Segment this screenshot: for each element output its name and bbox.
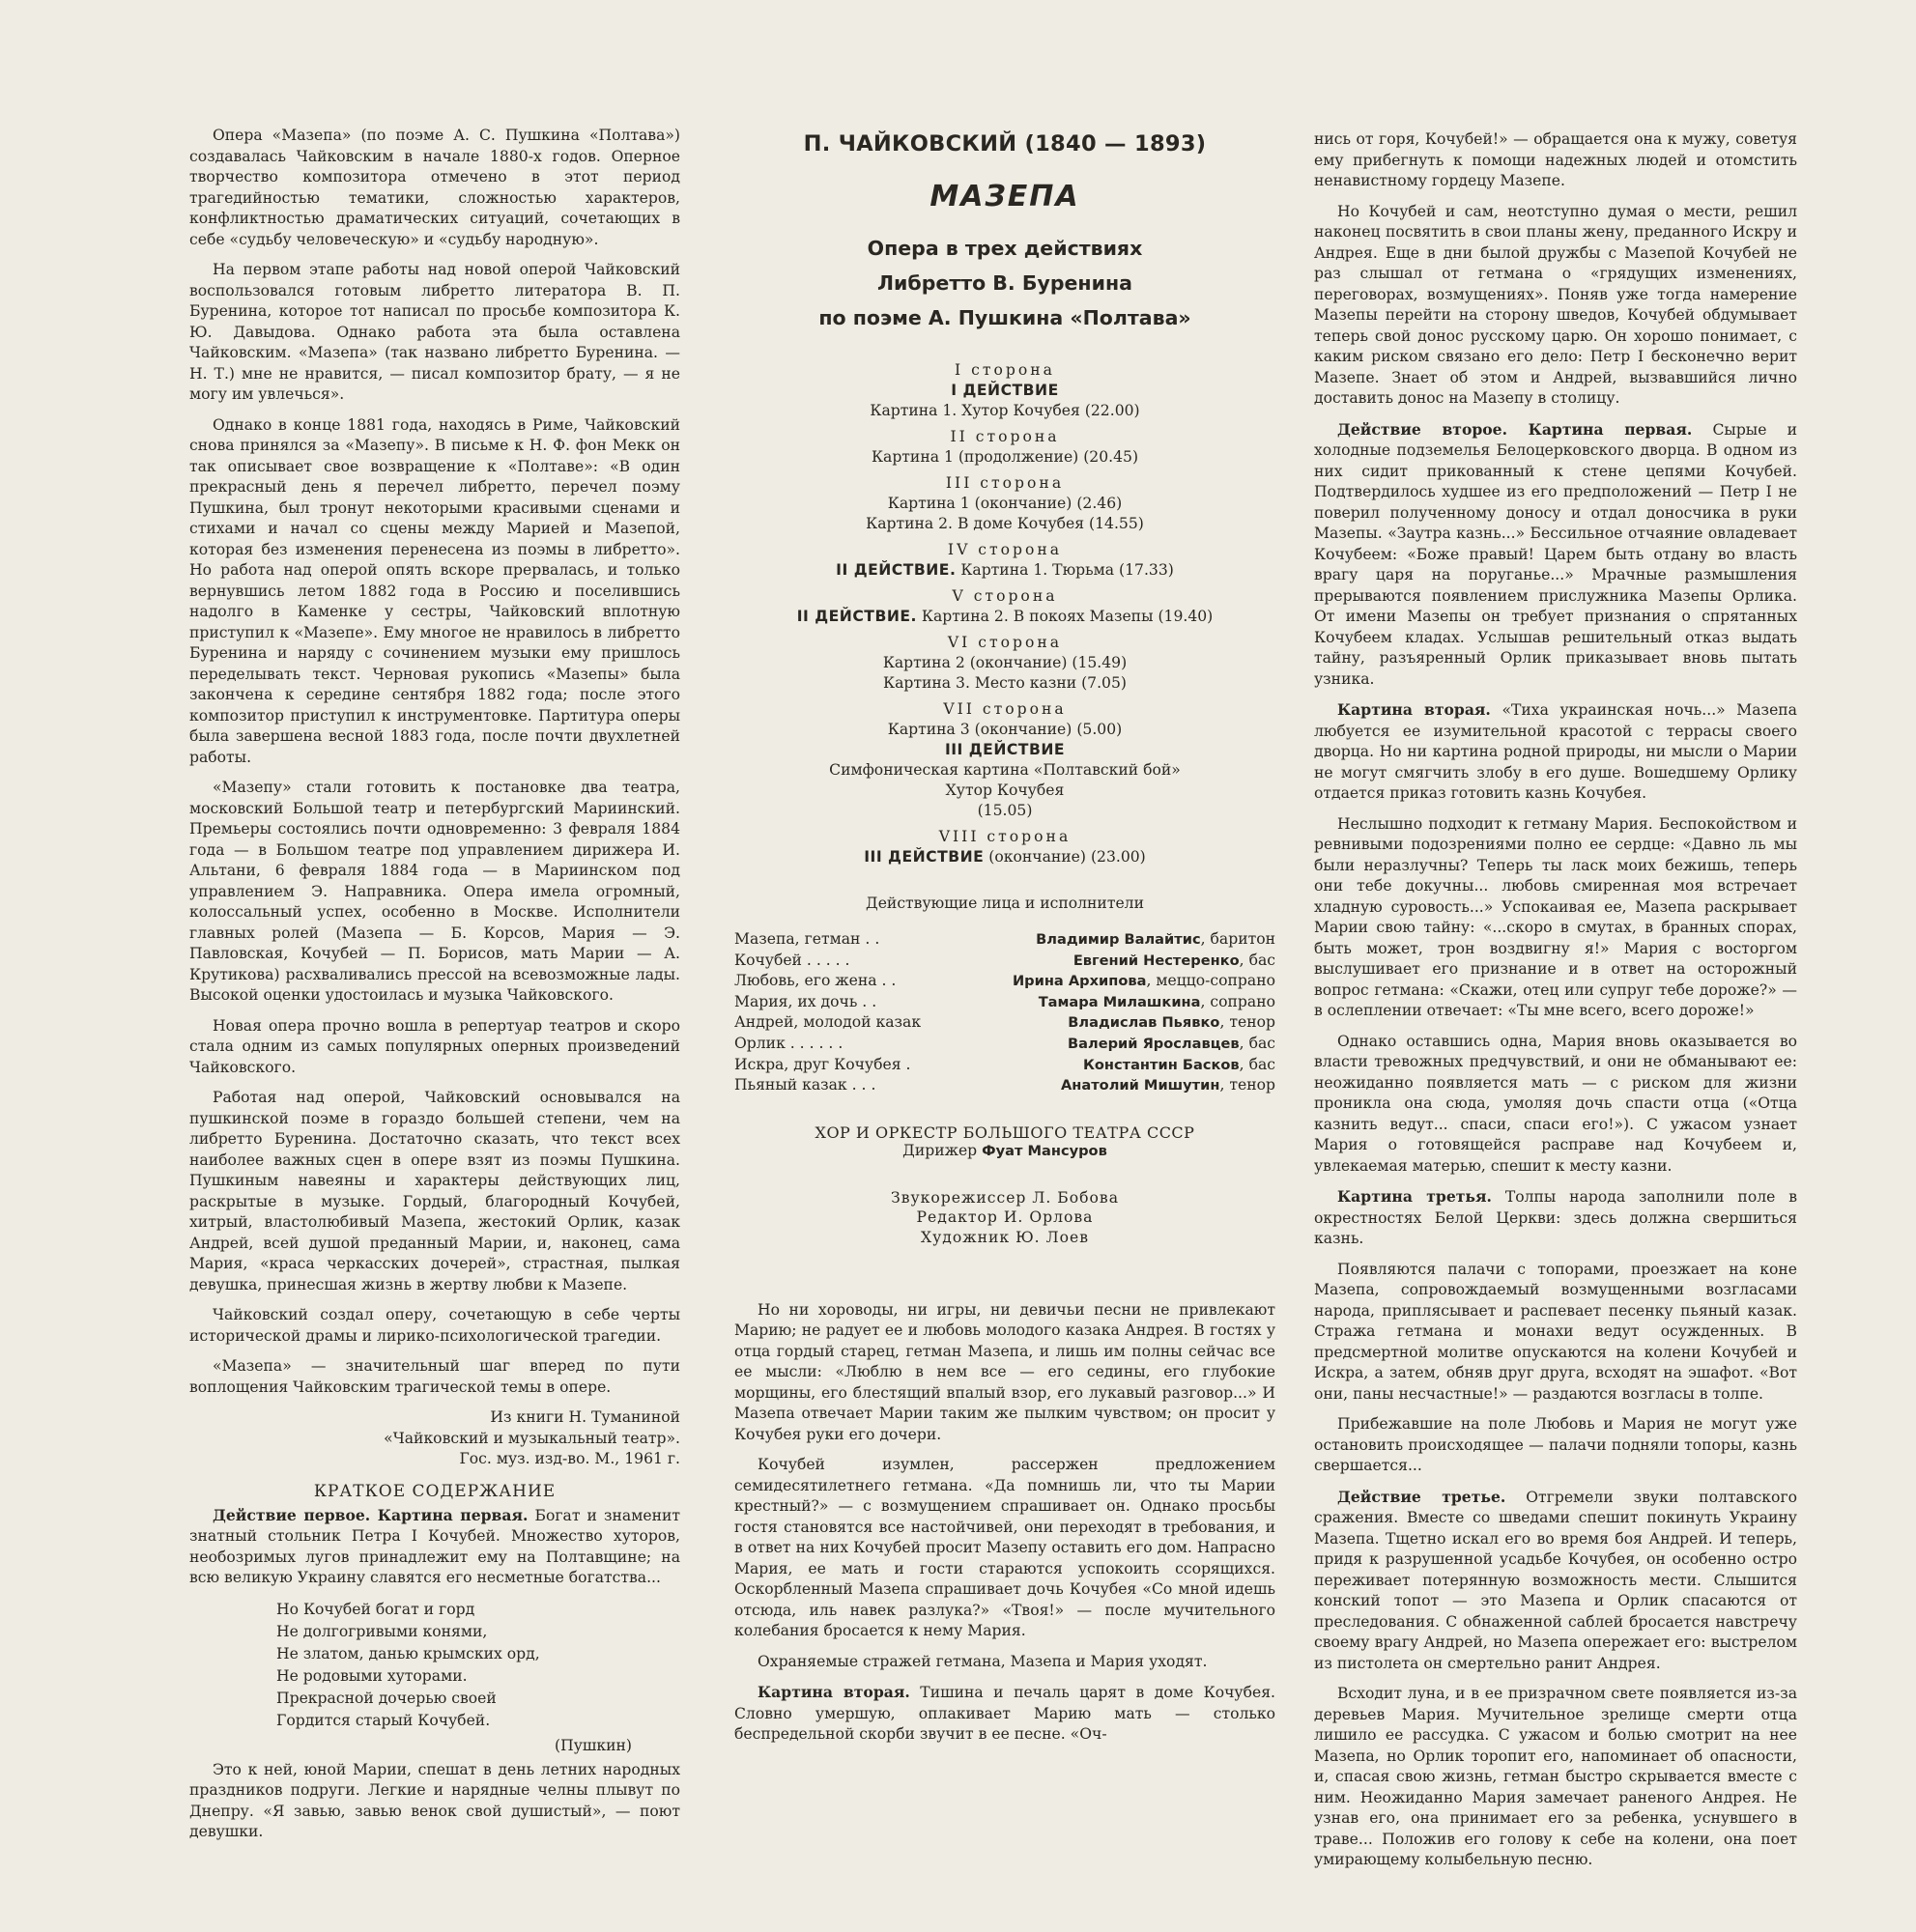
voice-type: , баритон [1200, 930, 1275, 948]
side-label: V сторона [952, 587, 1058, 605]
synopsis-paragraph [734, 1682, 1275, 1746]
cast-row [734, 929, 1275, 951]
intro-paragraph: «Мазепа» — значительный шаг вперед по пути воплощения Чайковским трагической темы в опере. [189, 1357, 680, 1396]
side-label: III сторона [945, 474, 1065, 492]
synopsis-paragraph [1314, 1186, 1797, 1250]
act-label: I ДЕЙСТВИЕ [951, 382, 1059, 399]
poem-line: Прекрасной дочерью своей [276, 1689, 497, 1707]
quote-source [189, 1407, 680, 1470]
performer-name: Ирина Архипова [1012, 973, 1147, 990]
track-line [734, 607, 1275, 627]
opera-subtitle: Опера в трех действиях [867, 237, 1143, 260]
track-text: (окончание) (23.00) [984, 848, 1146, 866]
track-line: Картина 1. Хутор Кочубея (22.00) [870, 402, 1140, 419]
cast-performer [976, 1034, 1275, 1055]
cast-role: Андрей, молодой казак [734, 1013, 922, 1032]
summary-title: КРАТКОЕ СОДЕРЖАНИЕ [313, 1481, 557, 1501]
cast-performer [976, 929, 1275, 951]
cast-row [734, 992, 1275, 1013]
poem-credit-title: «Полтава» [1070, 306, 1191, 329]
synopsis-paragraph: нись от горя, Кочубей!» — обращается она к мужу, советуя ему прибегнуть к помощи надежных людей и отомстить ненавистному гордецу Мазепе. [1314, 130, 1797, 189]
conductor-line [734, 1142, 1275, 1159]
summary-lead: Действие первое. Картина первая. [213, 1505, 529, 1524]
poem-line: Не долгогривыми конями, [276, 1622, 488, 1640]
cast-row [734, 1012, 1275, 1034]
intro-paragraph: Опера «Мазепа» (по поэме А. С. Пушкина «Полтава») создавалась Чайковским в начале 1880-х годов. Оперное творчество композитора отмечено в этот период трагедийностью тематики, сложностью характеров, конфликтностью драматических ситуаций, сочетающих в себе «судьбу человеческую» и «судьбу народную». [189, 127, 680, 248]
voice-type: , сопрано [1200, 992, 1275, 1010]
synopsis-continued [734, 1300, 1275, 1746]
performer-name: Владимир Валайтис [1036, 931, 1201, 948]
poem-line: Но Кочубей богат и горд [276, 1600, 475, 1618]
performer-name: Владислав Пьявко [1068, 1014, 1220, 1032]
opera-title: МАЗЕПА [929, 180, 1080, 213]
scene-lead: Картина третья. [1337, 1187, 1492, 1206]
synopsis-paragraph: Появляются палачи с топорами, проезжает на коне Мазепа, сопровождаемый возмущенными возгласами народа, приплясывает и распевает песенку пьяный казак. Стража гетмана и монахи ведут осужденных. В предсмертной молитве опускаются на колени Кочубей и Искра, а затем, обняв друг друга, всходят на эшафот. «Вот они, паны несчастные!» — раздаются возгласы в толпе. [1314, 1260, 1797, 1403]
intro-paragraph: «Мазепу» стали готовить к постановке два театра, московский Большой театр и петербургский Мариинский. Премьеры состоялись почти одновременно: 3 февраля 1884 года — в Большом театре под управлением дирижера И. Альтани, 6 февраля 1884 года — в Мариинском под управлением Э. Направника. Опера имела огромный, колоссальный успех, особенно в Москве. Исполнители главных ролей (Мазепа — Б. Корсов, Мария — Э. Павловская, Кочубей — П. Борисов, мать Марии — А. Крутикова) расхваливались прессой на всевозможные лады. Высокой оценки удостоилась и музыка Чайковского. [189, 779, 680, 1004]
cast-role: Искра, друг Кочубея . [734, 1055, 911, 1073]
poem-line: Не родовыми хуторами. [276, 1666, 468, 1685]
voice-type: , бас [1239, 1034, 1275, 1052]
poem-line: Не златом, данью крымских орд, [276, 1644, 540, 1662]
synopsis-paragraph: Однако оставшись одна, Мария вновь оказывается во власти тревожных предчувствий, и они не обманывают ее: неожиданно появляется мать — с риском для жизни проникла она сюда, умоляя дочь спасти отца («Отца казнить ведут... спаси, спаси его!»). С ужасом узнает Мария о готовящейся расправе над Кочубеем и, увлекаемая матерью, спешит к месту казни. [1314, 1032, 1797, 1175]
voice-type: , тенор [1219, 1076, 1275, 1094]
track-listing [734, 360, 1275, 867]
track-line: Картина 1 (окончание) (2.46) [887, 495, 1123, 512]
scene-lead: Действие второе. Картина первая. [1337, 419, 1693, 439]
source-line: Гос. муз. изд-во. М., 1961 г. [459, 1450, 680, 1467]
scene-lead: Картина вторая. [758, 1683, 910, 1702]
poem-credit [734, 300, 1275, 335]
credit-line: Редактор И. Орлова [916, 1208, 1094, 1227]
intro-paragraph: Однако в конце 1881 года, находясь в Риме, Чайковский снова принялся за «Мазепу». В письме к Н. Ф. фон Мекк он так описывает свое возвращение к «Полтаве»: «В один прекрасный день я перечел либретто, перечел поэму Пушкина, был тронут некоторыми красивыми сценами и стихами и начал со сцены между Марией и Мазепой, которая без изменения перенесена из поэмы в либретто». Но работа над оперой опять вскоре прервалась, и только вернувшись летом 1882 года в Россию и поселившись надолго в Каменке у сестры, Чайковский вплотную приступил к «Мазепе». Ему многое не нравилось в либретто Буренина и наряду с сочинением музыки ему пришлось переделывать текст. Черновая рукопись «Мазепы» была закончена к середине сентября 1882 года; после этого композитор приступил к инструментовке. Партитура оперы была завершена весной 1883 года, после почти двухлетней работы. [189, 415, 680, 766]
track-line: (15.05) [977, 802, 1033, 819]
cast-role: Мария, их дочь . . [734, 992, 877, 1010]
synopsis-text: Тишина и печаль царят в доме Кочубея. Словно умершую, оплакивает Марию мать — столько беспредельной скорби звучит в ее песне. «Оч- [734, 1684, 1275, 1744]
cast-row [734, 971, 1275, 992]
credit-line: Художник Ю. Лоев [920, 1228, 1090, 1246]
cast-role: Кочубей . . . . . [734, 951, 850, 969]
summary-text: Богат и знаменит знатный стольник Петра I Кочубей. Множество хуторов, необозримых лугов принадлежит ему на Полтавщине; на всю великую Украину славятся его несметные богатства... [189, 1506, 680, 1586]
performer-name: Тамара Милашкина [1038, 993, 1201, 1010]
intro-paragraph: Чайковский создал оперу, сочетающую в себе черты исторической драмы и лирико-психологической трагедии. [189, 1306, 680, 1345]
track-line: Симфоническая картина «Полтавский бой» [829, 761, 1181, 779]
side-label: I сторона [955, 361, 1055, 379]
performer-name: Валерий Ярославцев [1068, 1035, 1240, 1052]
scene-lead: Картина вторая. [1337, 700, 1491, 719]
right-column [1314, 129, 1797, 1881]
cast-heading: Действующие лица и исполнители [866, 895, 1144, 912]
synopsis-paragraph [1314, 699, 1797, 805]
cast-row [734, 1075, 1275, 1096]
track-line [734, 560, 1275, 581]
synopsis-paragraph [1314, 1487, 1797, 1675]
synopsis-paragraph: Неслышно подходит к гетману Мария. Беспокойством и ревнивыми подозрениями полно ее сердце: «Давно ль мы были неразлучны? Теперь ты ласк моих бежишь, теперь они тебе докучны... любовь смиренная моя встречает хладную суровость...» Успокаивая ее, Мазепа раскрывает Марии свою тайну: «...скоро в смутах, в бранных спорах, быть может, трон воздвигну я!» Мария с восторгом выслушивает его признание и в ответ на осторожный вопрос гетмана: «Скажи, отец или супруг тебе дороже?» — в ослеплении отвечает: «Ты мне всего, всего дороже!» [1314, 814, 1797, 1019]
cast-performer [976, 971, 1275, 992]
cast-performer [976, 1075, 1275, 1096]
track-line: Картина 3. Место казни (7.05) [883, 674, 1127, 692]
synopsis-text: Сырые и холодные подземелья Белоцерковского дворца. В одном из них сидит прикованный к стене цепями Кочубей. Подтвердилось худшее из его предположений — Петр I не поверил полученному доносу и отдал доносчика в руки Мазепы. «Заутра казнь...» Бессильное отчаяние овладевает Кочубеем: «Боже правый! Царем быть отдану во власть врагу царя на поруганье...» Мрачные размышления прерываются появлением прислужника Мазепы Орлика. От имени Мазепы он требует признания о спрятанных Кочубеем кладах. Услышав решительный отказ выдать тайну, разъяренный Орлик приказывает вновь пытать узника. [1314, 420, 1797, 688]
left-column [189, 126, 680, 1853]
intro-paragraph: Новая опера прочно вошла в репертуар театров и скоро стала одним из самых популярных оперных произведений Чайковского. [189, 1016, 680, 1076]
cast-row [734, 1055, 1275, 1076]
choir-orchestra: ХОР И ОРКЕСТР БОЛЬШОГО ТЕАТРА СССР [815, 1122, 1195, 1142]
summary-paragraph: Это к ней, юной Марии, спешат в день летних народных праздников подруги. Легкие и нарядные челны плывут по Днепру. «Я завью, завью венок свой душистый», — поют девушки. [189, 1760, 680, 1840]
act-label: III ДЕЙСТВИЕ [864, 848, 985, 866]
cast-role: Орлик . . . . . . [734, 1034, 844, 1052]
voice-type: , бас [1239, 1055, 1275, 1073]
source-line: Из книги Н. Туманиной [490, 1408, 680, 1426]
cast-performer [976, 1055, 1275, 1076]
track-text: Картина 2. В покоях Мазепы (19.40) [916, 608, 1214, 625]
side-label: VI сторона [947, 634, 1063, 651]
track-line: Картина 1 (продолжение) (20.45) [871, 448, 1139, 466]
cast-role: Пьяный казак . . . [734, 1076, 876, 1094]
track-line: Хутор Кочубея [945, 781, 1065, 799]
synopsis-paragraph: Но Кочубей и сам, неотступно думая о мести, решил наконец посвятить в свои планы жену, преданного Искру и Андрея. Еще в дни былой дружбы с Мазепой Кочубей не раз слышал от гетмана о «грядущих изменениях, переговорах, возмущениях». Поняв уже тогда намерение Мазепы перейти на сторону шведов, Кочубей обдумывает теперь свой донос русскому царю. Он хорошо понимает, с каким риском связано его дело: Петр I бесконечно верит Мазепе. Знает об этом и Андрей, вызвавшийся лично доставить донос на Мазепу в столицу. [1314, 202, 1797, 407]
cast-role: Любовь, его жена . . [734, 972, 897, 990]
performer-name: Константин Басков [1082, 1056, 1240, 1073]
cast-performer [976, 1012, 1275, 1034]
cast-role: Мазепа, гетман . . [734, 930, 880, 948]
act-label: II ДЕЙСТВИЕ. [836, 561, 957, 579]
poem-credit-pre: по поэме А. Пушкина [818, 306, 1071, 329]
synopsis-text: Толпы народа заполнили поле в окрестностях Белой Церкви: здесь должна свершиться казнь. [1314, 1188, 1797, 1247]
poem-line: Гордится старый Кочубей. [276, 1711, 491, 1729]
cast-list [734, 929, 1275, 1096]
track-line [734, 847, 1275, 867]
voice-type: , тенор [1219, 1013, 1275, 1032]
composer-heading: П. ЧАЙКОВСКИЙ (1840 — 1893) [803, 131, 1207, 156]
scene-lead: Действие третье. [1337, 1487, 1506, 1506]
track-line: Картина 3 (окончание) (5.00) [887, 721, 1123, 738]
side-label: IV сторона [947, 541, 1063, 558]
cast-performer [976, 951, 1275, 972]
libretto-credit: Либретто В. Буренина [877, 271, 1132, 295]
performer-name: Евгений Нестеренко [1072, 952, 1240, 969]
act-label: II ДЕЙСТВИЕ. [796, 608, 917, 625]
intro-paragraph: Работая над оперой, Чайковский основывался на пушкинской поэме в гораздо большей степени, чем на либретто Буренина. Достаточно сказать, что текст всех наиболее важных сцен в опере взят из поэмы Пушкина. Пушкиным навеяны и характеры действующих лиц, раскрытые в музыке. Гордый, благородный Кочубей, хитрый, властолюбивый Мазепа, жестокий Орлик, казак Андрей, всей душой преданный Марии, и, наконец, сама Мария, «краса черкасских дочерей», страстная, пылкая девушка, принесшая жизнь в жертву любви к Мазепе. [189, 1089, 680, 1293]
source-line: «Чайковский и музыкальный театр». [384, 1429, 680, 1447]
cast-row [734, 951, 1275, 972]
synopsis-paragraph: Прибежавшие на поле Любовь и Мария не могут уже остановить происходящее — палачи подняли топоры, казнь свершается... [1314, 1415, 1797, 1474]
synopsis-paragraph [1314, 419, 1797, 691]
production-credits [734, 1188, 1275, 1248]
performer-name: Анатолий Мишутин [1060, 1077, 1220, 1094]
summary-paragraph [189, 1505, 680, 1589]
synopsis-text: «Тиха украинская ночь...» Мазепа любуется ее изумительной красотой с террасы своего дворца. Но ни картина родной природы, ни мысли о Марии не могут смягчить злобу в его душе. Вошедшему Орлику отдается приказ готовить казнь Кочубея. [1314, 701, 1797, 802]
conductor-name: Фуат Мансуров [982, 1142, 1107, 1159]
side-label: II сторона [950, 428, 1060, 445]
credit-line: Звукорежиссер Л. Бобова [890, 1188, 1119, 1207]
cast-performer [976, 992, 1275, 1013]
synopsis-paragraph: Всходит луна, и в ее призрачном свете появляется из-за деревьев Мария. Мучительное зрелище смерти отца лишило ее рассудка. С ужасом и болью смотрит на нее Мазепа, но Орлик торопит его, напоминает об опасности, и, спасая свою жизнь, гетман быстро скрывается вместе с ним. Неожиданно Мария замечает раненого Андрея. Не узнав его, она принимает его за ребенка, уснувшего в траве... Положив его голову к себе на колени, она поет умирающему колыбельную песню. [1314, 1685, 1797, 1868]
track-line: Картина 2 (окончание) (15.49) [882, 654, 1128, 671]
cast-row [734, 1034, 1275, 1055]
middle-column [734, 126, 1275, 1755]
intro-paragraph: На первом этапе работы над новой оперой Чайковский воспользовался готовым либретто литератора В. П. Буренина, которое тот написал по просьбе композитора К. Ю. Давыдова. Однако работа эта была оставлена Чайковским. «Мазепа» (так названо либретто Буренина. — Н. Т.) мне не нравится, — писал композитор брату, — я не могу им увлечься». [189, 261, 680, 403]
synopsis-paragraph: Охраняемые стражей гетмана, Мазепа и Мария уходят. [758, 1652, 1208, 1670]
track-text: Картина 1. Тюрьма (17.33) [956, 561, 1174, 579]
side-label: VII сторона [943, 700, 1067, 718]
voice-type: , бас [1239, 951, 1275, 969]
synopsis-text: Отгремели звуки полтавского сражения. Вместе со шведами спешит покинуть Украину Мазепа. Тщетно искал его во время боя Андрей. И теперь, придя к разрушенной усадьбе Кочубея, он особенно остро переживает потерянную возможность мести. Слышится конский топот — это Мазепа и Орлик спасаются от преследования. С обнаженной саблей бросается навстречу своему врагу Андрей, но Мазепа опережает его: выстрелом из пистолета он смертельно ранит Андрея. [1314, 1488, 1798, 1672]
side-label: VIII сторона [938, 828, 1072, 845]
act-label: III ДЕЙСТВИЕ [944, 741, 1066, 758]
conductor-label: Дирижер [902, 1141, 983, 1159]
synopsis-paragraph: Кочубей изумлен, рассержен предложением семидесятилетнего гетмана. «Да помнишь ли, что ты Марии крестный?» — с возмущением спрашивает он. Однако просьбы гостя становятся все настойчивей, они переходят в требования, и в ответ на них Кочубей просит Мазепу оставить его дом. Напрасно Мария, ее мать и гости стараются успокоить ссорящихся. Оскорбленный Мазепа спрашивает дочь Кочубея «Со мной идешь отсюда, иль навек разлука?» «Твоя!» — после мучительного колебания бросается к нему Мария. [734, 1456, 1275, 1640]
voice-type: , меццо-сопрано [1146, 972, 1275, 990]
poem-source: (Пушкин) [555, 1736, 632, 1754]
poem-quote [276, 1599, 680, 1732]
track-line: Картина 2. В доме Кочубея (14.55) [866, 515, 1144, 532]
synopsis-paragraph: Но ни хороводы, ни игры, ни девичьи песни не привлекают Марию; не радует ее и любовь молодого казака Андрея. В гостях у отца гордый старец, гетман Мазепа, и лишь им полны сейчас все ее мысли: «Люблю в нем все — его седины, его глубокие морщины, его блестящий впалый взор, его лукавый разговор...» И Мазепа отвечает Марии таким же пылким чувством; он просит у Кочубея руки его дочери. [734, 1300, 1275, 1443]
